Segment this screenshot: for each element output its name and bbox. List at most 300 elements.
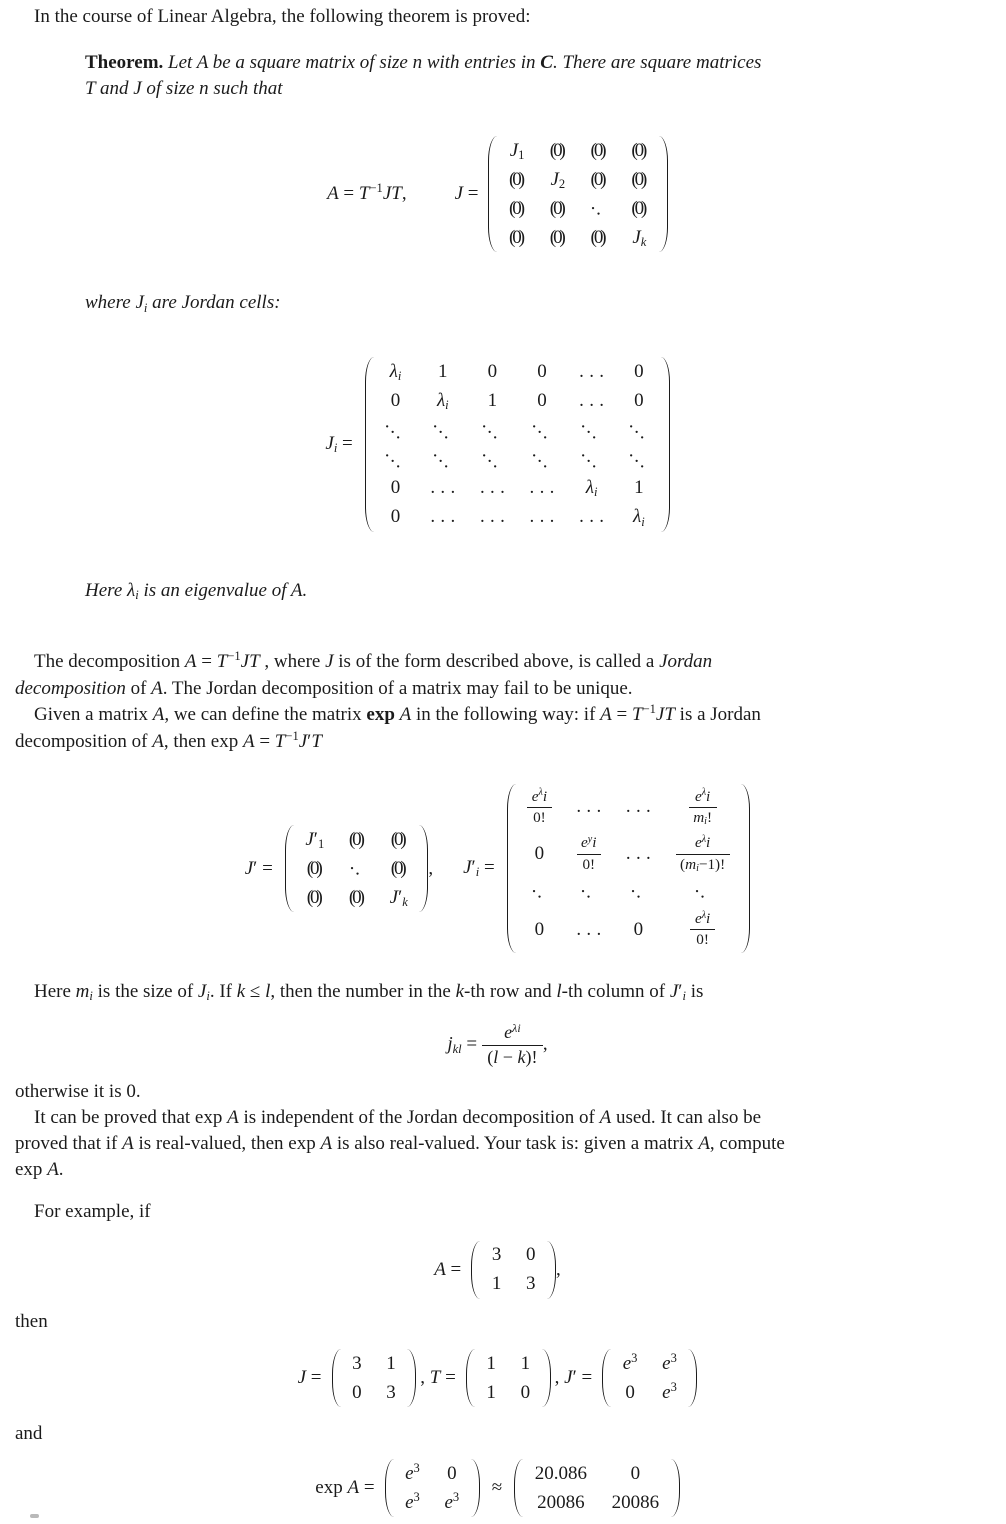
matrix-cell xyxy=(479,477,511,499)
math-token: 0 xyxy=(526,1244,536,1266)
math-token: 0 xyxy=(633,918,644,940)
matrix-cell xyxy=(430,506,461,528)
math-token: λ xyxy=(127,579,136,601)
matrix-cell xyxy=(521,1382,531,1404)
matrix-grid xyxy=(375,355,660,534)
math-token: J xyxy=(325,433,334,455)
math-token: is real-valued, then exp xyxy=(133,1132,321,1154)
matrix-cell xyxy=(577,414,610,446)
math-token: 0 xyxy=(352,1381,362,1403)
math-token: i xyxy=(445,398,449,413)
math-token: = xyxy=(463,183,479,205)
matrix-cell xyxy=(479,506,511,528)
math-token: ... xyxy=(576,918,607,940)
math-token: 1 xyxy=(491,1273,502,1295)
math-token: 0 xyxy=(630,1462,641,1484)
t-equals xyxy=(420,1365,456,1391)
math-token: A xyxy=(151,677,163,699)
math-token: , xyxy=(420,1366,430,1388)
math-token: ! xyxy=(706,808,713,826)
math-token: (0) xyxy=(509,168,523,190)
fraction xyxy=(577,834,602,873)
math-token: m xyxy=(693,808,705,826)
math-token: (0) xyxy=(631,139,645,161)
math-token: ... xyxy=(579,506,610,528)
math-token: is of the form described above, is called a xyxy=(333,650,660,672)
math-token: ... xyxy=(625,843,657,865)
matrix-cell xyxy=(352,1353,362,1375)
math-token: T xyxy=(429,1366,441,1388)
math-token: , xyxy=(554,1366,565,1388)
math-token: 0 xyxy=(390,477,401,499)
math-token: 1 xyxy=(634,477,644,499)
text-line xyxy=(15,702,980,729)
math-token: ... xyxy=(428,414,461,446)
math-token: j xyxy=(447,1033,453,1055)
right-paren xyxy=(740,784,750,953)
matrix-grid xyxy=(295,823,418,914)
math-token: ′ xyxy=(313,828,318,850)
math-token: = xyxy=(254,730,275,752)
matrix-cell xyxy=(591,227,607,249)
matrix-cell xyxy=(405,1489,420,1514)
math-token: k xyxy=(517,1046,526,1067)
math-token: ... xyxy=(479,477,511,499)
math-token: = xyxy=(337,433,353,455)
matrix-cell xyxy=(486,1382,496,1404)
math-token: = xyxy=(440,1366,456,1388)
matrix-cell xyxy=(634,477,644,499)
math-token: ≤ xyxy=(245,981,266,1003)
math-token: λ xyxy=(585,477,594,499)
jprime-block-matrix xyxy=(285,823,429,914)
intro-paragraph: In the course of Linear Algebra, the following theorem is proved: xyxy=(34,6,531,27)
matrix-grid xyxy=(524,1457,669,1519)
example-intro-line: For example, if xyxy=(34,1200,151,1222)
math-token: i xyxy=(706,834,711,852)
math-token: 1 xyxy=(486,1381,496,1403)
math-token: i xyxy=(333,441,338,456)
matrix-cell xyxy=(521,1353,531,1375)
matrix-cell xyxy=(634,390,644,412)
matrix-cell xyxy=(632,227,646,249)
matrix-cell xyxy=(391,506,401,528)
matrix-cell xyxy=(529,506,560,528)
math-token: A xyxy=(327,182,339,204)
matrix-jprime-example xyxy=(602,1347,697,1409)
equation-jordan-form xyxy=(15,134,980,254)
math-token: Jordan xyxy=(659,650,713,672)
matrix-cell xyxy=(690,910,714,949)
math-token: ′ xyxy=(471,857,476,879)
right-paren xyxy=(541,1349,551,1407)
matrix-exp-symbolic xyxy=(385,1457,480,1519)
matrix-cell xyxy=(529,477,560,499)
math-token: 0 xyxy=(390,390,401,412)
math-token: , we can define the matrix xyxy=(164,703,367,725)
math-token: (0) xyxy=(306,886,320,908)
matrix-cell xyxy=(345,855,372,882)
math-token: λ xyxy=(538,787,543,799)
math-token: i xyxy=(704,816,707,828)
math-token: exp xyxy=(366,703,395,725)
matrix-cell xyxy=(528,878,555,905)
math-token: A xyxy=(152,703,165,725)
trailing-comma xyxy=(556,1257,561,1283)
math-token: 1 xyxy=(317,836,325,851)
math-token: A xyxy=(184,650,197,672)
math-token: e xyxy=(694,787,702,805)
math-token: = xyxy=(445,1258,462,1280)
right-paren xyxy=(546,1241,556,1299)
matrix-cell xyxy=(550,227,566,249)
math-token: .. xyxy=(627,878,654,905)
right-paren xyxy=(658,136,668,252)
math-token: ... xyxy=(625,443,657,475)
matrix-cell xyxy=(537,361,547,383)
math-token: 3 xyxy=(670,1379,677,1394)
math-token: 20.086 xyxy=(534,1462,587,1484)
matrix-cell xyxy=(587,195,614,222)
left-paren xyxy=(602,1349,612,1407)
math-token: −1 xyxy=(369,180,383,195)
left-paren xyxy=(285,825,295,912)
math-token: 0 xyxy=(487,361,498,383)
matrix-cell xyxy=(550,140,566,162)
matrix-t-example xyxy=(466,1347,551,1409)
matrix-cell xyxy=(478,443,510,475)
matrix-cell xyxy=(526,1273,536,1295)
math-token: is an eigenvalue of xyxy=(138,579,291,601)
paragraph-exp-definition xyxy=(15,702,980,756)
matrix-cell xyxy=(488,390,498,412)
math-token: J xyxy=(463,857,472,879)
math-token: ... xyxy=(625,796,657,818)
fraction xyxy=(690,910,714,949)
fraction xyxy=(482,1022,543,1068)
math-token: m xyxy=(685,855,697,873)
math-token: J xyxy=(550,168,559,190)
matrix-cell xyxy=(634,361,644,383)
matrix-cell xyxy=(579,506,610,528)
math-token: Let A be a square matrix of size n with entries in xyxy=(163,52,541,73)
math-token: = xyxy=(338,182,359,204)
left-paren xyxy=(488,136,498,252)
math-token: i xyxy=(143,300,148,315)
math-token: , xyxy=(401,182,407,204)
math-token: i xyxy=(593,485,598,500)
math-token: (0) xyxy=(348,828,362,850)
math-token: ... xyxy=(579,361,610,383)
math-token: = xyxy=(611,703,632,725)
matrix-cell xyxy=(591,169,607,191)
math-token: 20086 xyxy=(611,1491,660,1513)
matrix-cell xyxy=(528,443,560,475)
math-token: J xyxy=(454,183,463,205)
math-token: λ xyxy=(389,361,398,383)
left-paren xyxy=(332,1349,342,1407)
math-token: J xyxy=(325,650,334,672)
math-token: i xyxy=(135,588,139,603)
jprime-equals-example xyxy=(555,1365,593,1391)
math-token: l xyxy=(493,1046,499,1067)
matrix-cell xyxy=(509,198,525,220)
left-paren xyxy=(466,1349,476,1407)
math-token: e xyxy=(531,787,539,805)
math-token: is the size of xyxy=(92,981,198,1003)
math-token: 3 xyxy=(670,1350,677,1365)
math-token: ... xyxy=(576,796,607,818)
math-token: A xyxy=(599,1106,612,1128)
matrix-cell xyxy=(662,1350,677,1375)
matrix-cell xyxy=(625,1382,635,1404)
math-token: Here xyxy=(85,579,128,601)
matrix-cell xyxy=(349,887,365,909)
matrix-cell xyxy=(437,390,449,412)
math-token: is a Jordan xyxy=(674,703,761,725)
matrix-cell xyxy=(625,414,657,446)
math-token: ′ xyxy=(307,730,312,752)
left-paren xyxy=(385,1459,395,1517)
math-token: e xyxy=(581,834,588,852)
math-token: A xyxy=(698,1132,710,1154)
matrix-cell xyxy=(391,829,407,851)
math-token: e xyxy=(694,834,702,852)
math-token: 1 xyxy=(438,361,448,383)
math-token: y xyxy=(587,833,593,845)
math-token: .. xyxy=(528,878,555,905)
equation-example-jtj xyxy=(15,1347,980,1409)
math-token: i xyxy=(89,989,93,1004)
matrix-cell xyxy=(579,361,610,383)
and-line: and xyxy=(15,1423,43,1445)
jprime-cell-matrix xyxy=(507,782,751,955)
math-token: 1 xyxy=(520,1352,531,1374)
matrix-exp-numeric xyxy=(514,1457,680,1519)
math-token: 20086 xyxy=(537,1491,585,1513)
math-token: Theorem. xyxy=(85,52,164,73)
matrix-cell xyxy=(478,414,510,446)
matrix-cell xyxy=(391,390,401,412)
math-token: (0) xyxy=(509,226,523,248)
matrix-grid xyxy=(395,1457,470,1519)
matrix-cell xyxy=(612,1492,660,1514)
matrix-cell xyxy=(510,140,525,162)
math-token: A xyxy=(290,579,303,601)
matrix-grid xyxy=(481,1239,546,1301)
equation-jordan-cell xyxy=(15,355,980,534)
matrix-cell xyxy=(676,834,730,873)
equation-lhs xyxy=(327,181,407,208)
math-token: l xyxy=(556,981,562,1003)
math-token: e xyxy=(694,910,702,928)
math-token: −1 xyxy=(227,649,241,664)
math-token: i xyxy=(641,514,645,529)
math-token: T xyxy=(311,730,322,752)
matrix-grid xyxy=(517,782,740,955)
theorem-block xyxy=(85,50,930,102)
math-token: JT xyxy=(382,182,402,204)
text-line xyxy=(85,50,930,76)
math-token: − xyxy=(498,1046,518,1067)
matrix-cell xyxy=(631,1463,641,1485)
math-token: = xyxy=(306,1366,322,1388)
math-token: It can be proved that exp xyxy=(34,1106,228,1128)
math-token: λ xyxy=(436,390,446,412)
math-token: 1 xyxy=(518,147,525,162)
matrix-cell xyxy=(633,506,645,528)
matrix-cell xyxy=(631,140,647,162)
math-token: 0 xyxy=(520,1381,531,1403)
math-token: , compute xyxy=(709,1132,785,1154)
math-token: 0 xyxy=(537,390,547,412)
math-token: J xyxy=(135,292,144,314)
math-token: J xyxy=(389,886,399,908)
exp-a-equals xyxy=(315,1475,374,1501)
matrix-cell xyxy=(577,878,604,905)
math-token: . The Jordan decomposition of a matrix may fail to be unique. xyxy=(162,677,633,699)
math-token: ... xyxy=(381,443,413,475)
math-token: A xyxy=(600,703,612,725)
text-line xyxy=(15,1131,980,1157)
matrix-cell xyxy=(381,414,413,446)
math-token: A xyxy=(242,730,255,752)
fraction xyxy=(689,788,717,827)
math-token: . If xyxy=(209,981,237,1003)
matrix-cell xyxy=(576,796,607,818)
matrix-cell xyxy=(577,834,602,873)
math-token: k xyxy=(402,894,408,909)
paragraph-task xyxy=(15,1105,980,1183)
math-token: (0) xyxy=(590,139,604,161)
matrix-cell xyxy=(631,169,647,191)
math-token: ... xyxy=(529,477,560,499)
math-token: A xyxy=(122,1132,134,1154)
math-token: 0 xyxy=(537,361,547,383)
matrix-cell xyxy=(381,443,413,475)
math-token: kl xyxy=(452,1041,462,1056)
math-token: 0 xyxy=(634,390,644,412)
math-token: i xyxy=(696,863,699,875)
matrix-grid xyxy=(342,1347,407,1409)
math-token: ... xyxy=(381,414,413,446)
math-token: ′ xyxy=(678,981,683,1003)
matrix-grid xyxy=(476,1347,541,1409)
matrix-cell xyxy=(391,477,401,499)
math-token: = xyxy=(576,1366,593,1388)
matrix-a xyxy=(471,1239,556,1301)
matrix-cell xyxy=(622,1350,638,1375)
math-token: , then exp xyxy=(163,730,243,752)
right-paren xyxy=(660,357,670,532)
matrix-cell xyxy=(305,829,324,851)
matrix-cell xyxy=(535,919,545,941)
math-token: ( xyxy=(680,855,686,873)
matrix-cell xyxy=(550,198,566,220)
math-token: .. xyxy=(691,878,718,905)
matrix-cell xyxy=(535,1463,587,1485)
matrix-cell xyxy=(537,1492,585,1514)
math-token: (0) xyxy=(631,168,645,190)
math-token: T xyxy=(216,650,228,672)
math-token: = xyxy=(461,1033,482,1055)
text-line xyxy=(15,676,980,702)
math-token: of xyxy=(125,677,152,699)
matrix-cell xyxy=(391,858,407,880)
math-token: exp xyxy=(315,1477,348,1499)
matrix-cell xyxy=(576,918,607,941)
math-token: e xyxy=(662,1352,671,1374)
paragraph-mi-size xyxy=(15,979,980,1006)
comma-separator xyxy=(428,856,433,882)
math-token: )! xyxy=(525,1046,538,1067)
math-token: A xyxy=(320,1132,333,1154)
math-token: ≈ xyxy=(491,1477,503,1499)
text-line xyxy=(15,1105,980,1131)
matrix-cell xyxy=(591,140,607,162)
math-token: = xyxy=(359,1477,375,1499)
math-token: A xyxy=(399,703,412,725)
math-token: 0 xyxy=(390,506,401,528)
math-token: i xyxy=(397,369,402,384)
page-bottom-artifact xyxy=(30,1514,39,1518)
matrix-grid xyxy=(499,134,658,254)
math-token: is also real-valued. Your task is: given a matrix xyxy=(332,1132,699,1154)
right-paren xyxy=(470,1459,480,1517)
math-token: (0) xyxy=(306,857,320,879)
matrix-cell xyxy=(390,887,408,909)
math-token: 0 xyxy=(625,1381,635,1403)
math-token: i xyxy=(475,865,480,880)
math-token: ′ xyxy=(253,857,258,879)
math-token: ... xyxy=(528,443,560,475)
left-paren xyxy=(507,784,517,953)
matrix-cell xyxy=(527,788,551,827)
math-token: .. xyxy=(345,855,372,882)
math-token: 3 xyxy=(526,1273,536,1295)
jkl-expression xyxy=(447,1022,547,1068)
matrix-cell xyxy=(509,169,525,191)
left-paren xyxy=(514,1459,524,1517)
math-token: λi xyxy=(512,1020,521,1035)
math-token: (0) xyxy=(390,857,404,879)
matrix-cell xyxy=(526,1244,536,1266)
text-line xyxy=(15,729,980,756)
math-token: is xyxy=(685,981,704,1003)
matrix-cell xyxy=(689,788,717,827)
text-line xyxy=(15,1157,980,1183)
math-token: . There are square matrices xyxy=(552,52,762,73)
math-token: T xyxy=(632,703,643,725)
math-token: i xyxy=(206,989,210,1004)
matrix-cell xyxy=(537,390,547,412)
math-token: k xyxy=(455,981,465,1003)
math-token: are Jordan cells: xyxy=(147,292,281,314)
matrix-cell xyxy=(405,1460,420,1485)
equation-example-a xyxy=(15,1239,980,1301)
matrix-cell xyxy=(386,1382,396,1404)
math-token: λ xyxy=(701,909,707,921)
a-equals xyxy=(434,1257,461,1283)
matrix-cell xyxy=(492,1273,502,1295)
math-token: ... xyxy=(577,414,610,446)
math-token: -th column of xyxy=(561,981,670,1003)
math-token: 0 xyxy=(534,843,545,865)
math-token: where xyxy=(85,292,136,314)
matrix-cell xyxy=(390,361,402,383)
matrix-cell xyxy=(579,390,610,412)
math-token: J xyxy=(632,226,641,248)
